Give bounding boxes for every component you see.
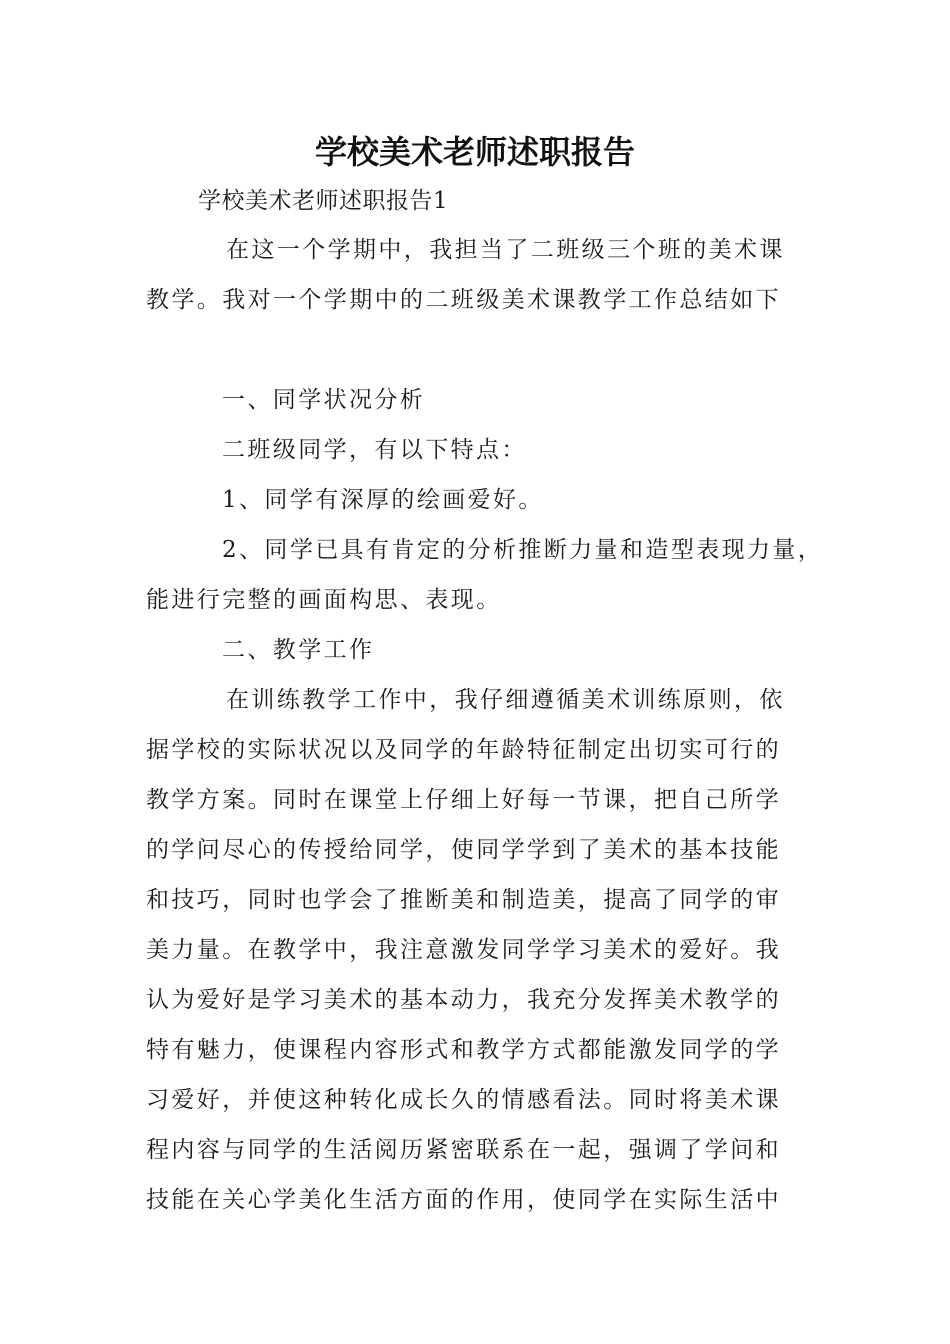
paragraph-line: 教学。我对一个学期中的二班级美术课教学工作总结如下 (146, 287, 781, 313)
paragraph-line: 的学问尽心的传授给同学，使同学学到了美术的基本技能 (146, 837, 781, 863)
paragraph-line: 程内容与同学的生活阅历紧密联系在一起，强调了学问和 (146, 1137, 781, 1163)
report-subtitle: 学校美术老师述职报告1 (198, 188, 449, 214)
paragraph-line: 在这一个学期中，我担当了二班级三个班的美术课 (226, 237, 785, 263)
paragraph-line: 二班级同学，有以下特点： (222, 437, 527, 463)
paragraph-line: 习爱好，并使这种转化成长久的情感看法。同时将美术课 (146, 1087, 781, 1113)
paragraph-line: 美力量。在教学中，我注意激发同学学习美术的爱好。我 (146, 937, 781, 963)
paragraph-line: 在训练教学工作中，我仔细遵循美术训练原则，依 (226, 687, 785, 713)
paragraph-line: 认为爱好是学习美术的基本动力，我充分发挥美术教学的 (146, 987, 781, 1013)
list-item: 2、同学已具有肯定的分析推断力量和造型表现力量， (222, 537, 824, 563)
paragraph-line: 和技巧，同时也学会了推断美和制造美，提高了同学的审 (146, 887, 781, 913)
paragraph-line: 技能在关心学美化生活方面的作用，使同学在实际生活中 (146, 1187, 781, 1213)
paragraph-line: 据学校的实际状况以及同学的年龄特征制定出切实可行的 (146, 737, 781, 763)
document-title: 学校美术老师述职报告 (314, 133, 635, 171)
section-heading: 一、同学状况分析 (222, 387, 426, 413)
list-item: 1、同学有深厚的绘画爱好。 (222, 487, 544, 513)
section-heading: 二、教学工作 (222, 637, 375, 663)
paragraph-line: 特有魅力，使课程内容形式和教学方式都能激发同学的学 (146, 1037, 781, 1063)
paragraph-line: 能进行完整的画面构思、表现。 (146, 587, 502, 613)
paragraph-line: 教学方案。同时在课堂上仔细上好每一节课，把自己所学 (146, 787, 781, 813)
